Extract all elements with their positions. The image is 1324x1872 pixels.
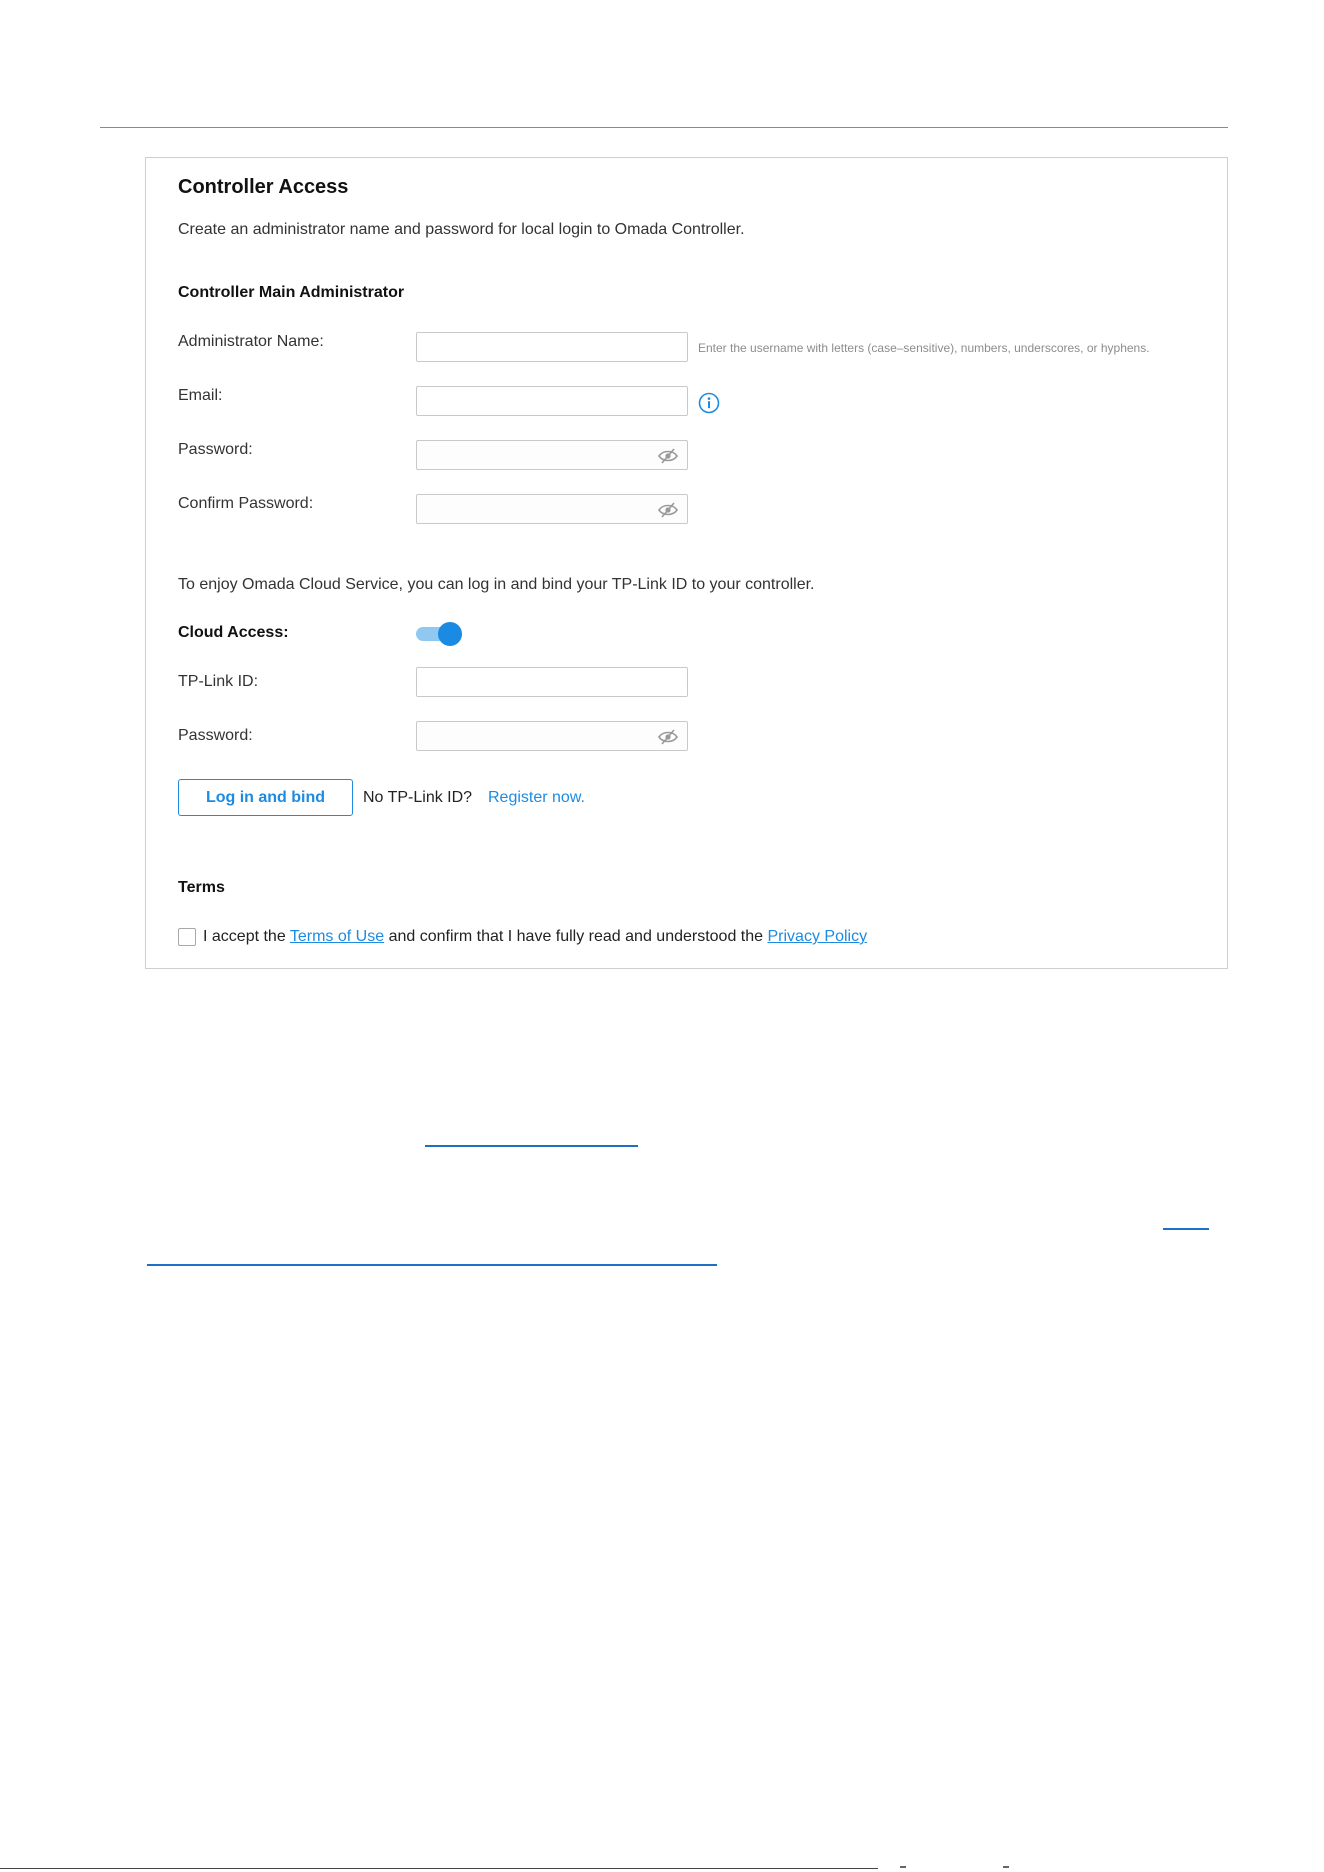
tplink-id-label: TP-Link ID:: [178, 673, 259, 690]
confirm-password-label: Confirm Password:: [178, 495, 314, 512]
eye-off-icon[interactable]: [658, 502, 678, 518]
accept-middle: and confirm that I have fully read and understood the: [388, 928, 764, 945]
controller-access-panel: [145, 157, 1228, 969]
panel-description: Create an administrator name and password for local login to Omada Controller.: [178, 221, 745, 238]
tplink-id-field[interactable]: [416, 667, 688, 697]
top-divider: [100, 127, 1228, 128]
admin-name-field[interactable]: [416, 332, 688, 362]
privacy-policy-link[interactable]: Privacy Policy: [767, 928, 868, 945]
accept-prefix: I accept the: [203, 928, 286, 945]
admin-section-title: Controller Main Administrator: [178, 284, 405, 301]
footer-divider: [0, 1868, 878, 1869]
footer-mark: [1003, 1866, 1009, 1868]
panel-title: Controller Access: [178, 176, 349, 198]
confirm-password-input[interactable]: [417, 495, 687, 523]
footer-mark: [900, 1866, 906, 1868]
register-now-link[interactable]: Register now.: [488, 789, 585, 806]
cloud-password-field[interactable]: [416, 721, 688, 751]
cloud-password-label: Password:: [178, 727, 253, 744]
email-field[interactable]: [416, 386, 688, 416]
eye-off-icon[interactable]: [658, 448, 678, 464]
tplink-id-input[interactable]: [417, 668, 687, 696]
cloud-access-label: Cloud Access:: [178, 624, 289, 641]
no-tplink-id-text: No TP-Link ID?: [363, 789, 473, 806]
accept-terms-text: [203, 928, 867, 946]
admin-name-input[interactable]: [417, 333, 687, 361]
cloud-description: To enjoy Omada Cloud Service, you can log in and bind your TP-Link ID to your controller.: [178, 576, 815, 593]
terms-of-use-link[interactable]: Terms of Use: [289, 928, 385, 945]
document-link-underline: [147, 1264, 717, 1266]
document-link-underline: [425, 1145, 638, 1147]
admin-name-label: Administrator Name:: [178, 333, 324, 350]
email-input[interactable]: [417, 387, 687, 415]
password-input[interactable]: [417, 441, 687, 469]
toggle-knob: [438, 622, 462, 646]
accept-terms-checkbox[interactable]: [178, 928, 196, 946]
login-and-bind-button[interactable]: Log in and bind: [178, 779, 353, 816]
document-link-underline: [1163, 1228, 1209, 1230]
confirm-password-field[interactable]: [416, 494, 688, 524]
password-field[interactable]: [416, 440, 688, 470]
admin-name-hint: Enter the username with letters (case–sensitive), numbers, underscores, or hyphens.: [698, 341, 1150, 355]
eye-off-icon[interactable]: [658, 729, 678, 745]
cloud-password-input[interactable]: [417, 722, 687, 750]
terms-title: Terms: [178, 879, 225, 896]
info-icon[interactable]: [698, 392, 720, 414]
password-label: Password:: [178, 441, 253, 458]
email-label: Email:: [178, 387, 223, 404]
cloud-access-toggle[interactable]: [416, 622, 464, 646]
